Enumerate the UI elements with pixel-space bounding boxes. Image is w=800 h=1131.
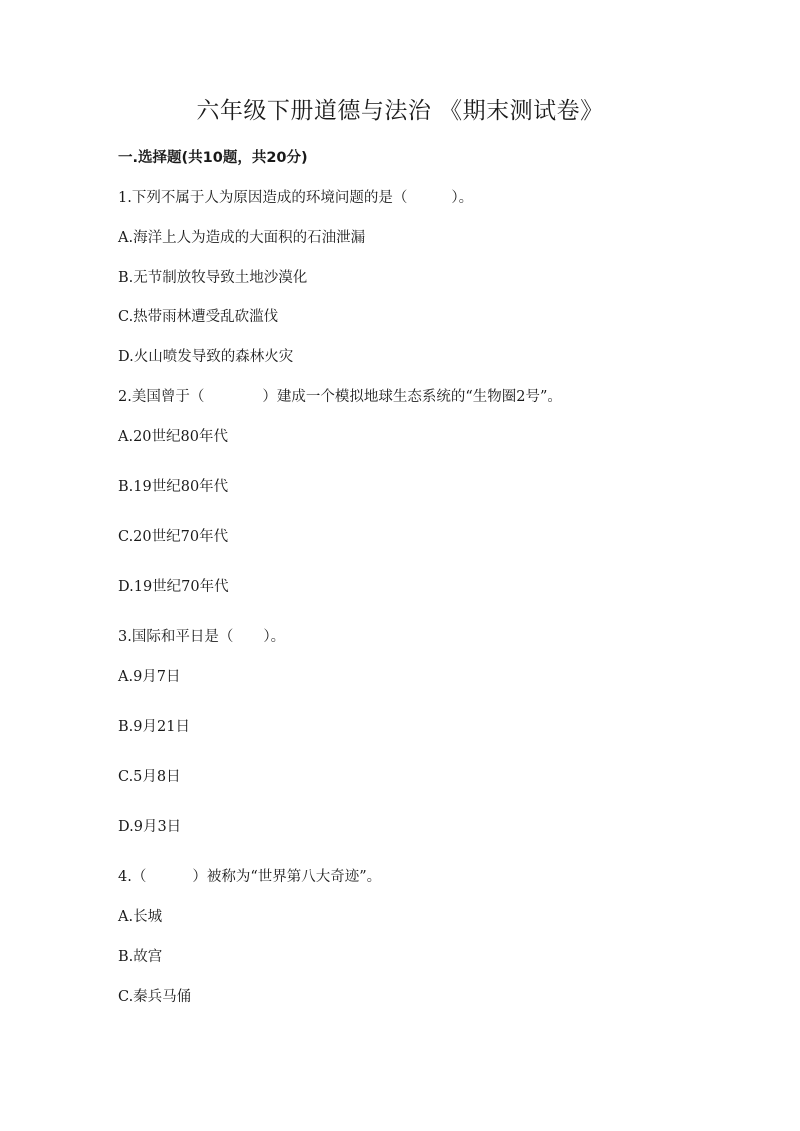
question-stem-text: ）。 [263,629,286,645]
question-2-option-d: D.19世纪70年代 [118,579,229,595]
question-2-option-a: A.20世纪80年代 [118,429,228,445]
question-4-option-b: B.故宫 [118,949,163,965]
question-3-option-b: B.9月21日 [118,719,190,735]
question-stem-text: ）被称为“世界第八大奇迹”。 [192,869,382,885]
question-stem-text: 2.美国曾于（ [118,389,205,405]
question-2-stem [118,386,562,408]
question-1-stem [118,187,473,209]
question-4-option-a: A.长城 [118,909,163,925]
question-stem-text: 4.（ [118,869,147,885]
question-4-stem [118,866,381,888]
question-2-option-c: C.20世纪70年代 [118,529,229,545]
question-3-option-a: A.9月7日 [118,669,181,685]
question-1-option-d: D.火山喷发导致的森林火灾 [118,349,294,365]
page-title: 六年级下册道德与法治 《期末测试卷》 [196,98,604,124]
question-2-option-b: B.19世纪80年代 [118,479,229,495]
question-1-option-b: B.无节制放牧导致土地沙漠化 [118,270,308,286]
question-stem-text: 3.国际和平日是（ [118,629,234,645]
question-1-option-a: A.海洋上人为造成的大面积的石油泄漏 [118,230,366,246]
question-4-option-c: C.秦兵马俑 [118,989,192,1005]
question-3-option-c: C.5月8日 [118,769,181,785]
question-stem-text: 1.下列不属于人为原因造成的环境问题的是（ [118,190,408,206]
question-3-stem [118,626,285,648]
question-1-option-c: C.热带雨林遭受乱砍滥伐 [118,309,279,325]
question-stem-text: ）。 [451,190,474,206]
question-stem-text: ）建成一个模拟地球生态系统的“生物圈2号”。 [262,389,562,405]
section-heading: 一.选择题(共10题，共20分) [118,150,308,166]
question-3-option-d: D.9月3日 [118,819,182,835]
